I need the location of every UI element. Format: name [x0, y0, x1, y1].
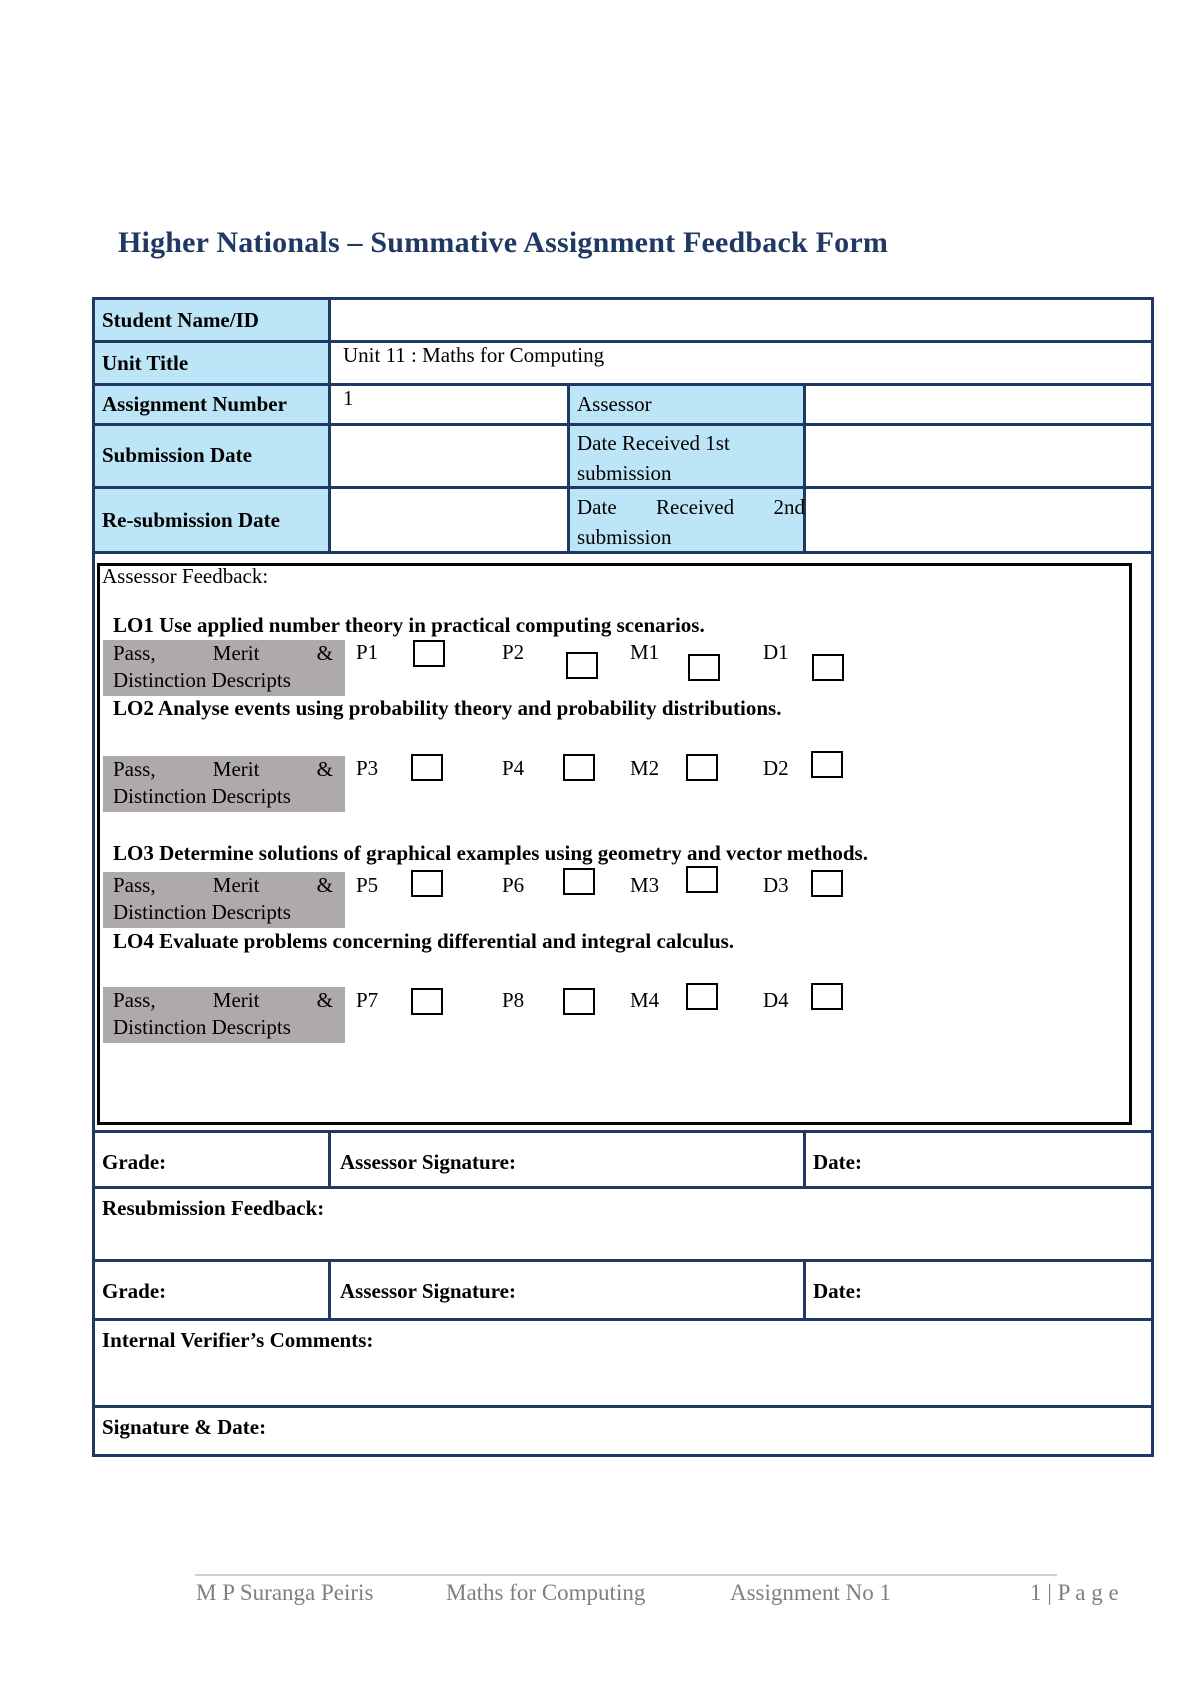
table-border-right	[1151, 297, 1154, 1457]
date-label: Date:	[813, 1279, 862, 1303]
grade-label: Grade:	[102, 1279, 167, 1303]
assessor-signature-label: Assessor Signature:	[340, 1279, 516, 1303]
criterion-checkbox[interactable]	[688, 654, 720, 681]
criterion-label: M4	[630, 988, 660, 1012]
criterion-checkbox[interactable]	[811, 983, 843, 1010]
row-separator	[92, 340, 1154, 343]
resubmission-date-label: Re-submission Date	[102, 508, 280, 532]
column-separator	[328, 1259, 331, 1321]
row-separator	[92, 1318, 1154, 1321]
criterion-label: P2	[502, 640, 525, 664]
date-label: Date:	[813, 1150, 862, 1174]
criterion-label: P3	[356, 756, 379, 780]
student-name-label: Student Name/ID	[102, 308, 259, 332]
descriptor-box: Pass, Merit & Distinction Descripts	[103, 987, 345, 1043]
criterion-checkbox[interactable]	[411, 870, 443, 897]
lo4-title: LO4 Evaluate problems concerning differential and integral calculus.	[113, 929, 735, 953]
descriptor-box: Pass, Merit & Distinction Descripts	[103, 640, 345, 696]
column-separator	[803, 1130, 806, 1189]
criterion-checkbox[interactable]	[812, 654, 844, 681]
column-separator	[567, 383, 570, 554]
column-separator	[328, 1130, 331, 1189]
criterion-checkbox[interactable]	[686, 866, 718, 893]
descriptor-box: Pass, Merit & Distinction Descripts	[103, 756, 345, 812]
criterion-label: M2	[630, 756, 660, 780]
lo3-title: LO3 Determine solutions of graphical examples using geometry and vector methods.	[113, 841, 868, 865]
footer-author: M P Suranga Peiris	[196, 1580, 374, 1605]
column-separator	[803, 1259, 806, 1321]
criterion-label: P4	[502, 756, 525, 780]
row-separator	[92, 1405, 1154, 1408]
criterion-checkbox[interactable]	[563, 754, 595, 781]
date-received-1st-label: Date Received 1st submission	[577, 431, 730, 485]
table-border-top	[92, 297, 1154, 300]
criterion-label: P1	[356, 640, 379, 664]
row-separator	[92, 383, 1154, 386]
unit-title-label: Unit Title	[102, 351, 189, 375]
criterion-checkbox[interactable]	[411, 988, 443, 1015]
descriptor-box: Pass, Merit & Distinction Descripts	[103, 872, 345, 928]
assessor-feedback-label: Assessor Feedback:	[102, 564, 269, 588]
criterion-label: P5	[356, 873, 379, 897]
criterion-checkbox[interactable]	[563, 868, 595, 895]
assignment-number-field[interactable]: 1	[343, 386, 354, 410]
row-separator	[92, 1130, 1154, 1133]
submission-date-label: Submission Date	[102, 443, 252, 467]
criterion-label: D1	[763, 640, 789, 664]
resubmission-feedback-label: Resubmission Feedback:	[102, 1196, 325, 1220]
lo2-title: LO2 Analyse events using probability theory and probability distributions.	[113, 696, 782, 720]
criterion-label: M1	[630, 640, 660, 664]
date-received-2nd-label: Date Received 2nd submission	[577, 495, 805, 549]
footer-page-number: 1 | P a g e	[1030, 1580, 1119, 1605]
criterion-label: P7	[356, 988, 379, 1012]
criterion-checkbox[interactable]	[411, 754, 443, 781]
assignment-number-label: Assignment Number	[102, 392, 287, 416]
row-separator	[92, 1259, 1154, 1262]
table-border-left	[92, 297, 95, 1457]
criterion-label: D4	[763, 988, 789, 1012]
signature-date-label: Signature & Date:	[102, 1415, 267, 1439]
assessor-signature-label: Assessor Signature:	[340, 1150, 516, 1174]
criterion-checkbox[interactable]	[566, 652, 598, 679]
unit-title-field[interactable]: Unit 11 : Maths for Computing	[343, 343, 605, 367]
footer-assignment: Assignment No 1	[730, 1580, 891, 1605]
table-border-bottom	[92, 1454, 1154, 1457]
criterion-label: M3	[630, 873, 660, 897]
column-separator	[328, 297, 331, 554]
criterion-label: P6	[502, 873, 525, 897]
internal-verifier-comments-label: Internal Verifier’s Comments:	[102, 1328, 374, 1352]
grade-label: Grade:	[102, 1150, 167, 1174]
criterion-checkbox[interactable]	[686, 754, 718, 781]
criterion-checkbox[interactable]	[686, 983, 718, 1010]
criterion-checkbox[interactable]	[563, 988, 595, 1015]
footer-module: Maths for Computing	[446, 1580, 646, 1605]
row-separator	[92, 423, 1154, 426]
assessor-label: Assessor	[577, 392, 652, 416]
criterion-label: D3	[763, 873, 789, 897]
criterion-checkbox[interactable]	[413, 640, 445, 667]
page-title: Higher Nationals – Summative Assignment Feedback Form	[118, 226, 889, 259]
criterion-checkbox[interactable]	[811, 870, 843, 897]
footer-rule	[195, 1574, 1057, 1576]
lo1-title: LO1 Use applied number theory in practical computing scenarios.	[113, 613, 705, 637]
criterion-checkbox[interactable]	[811, 751, 843, 778]
row-separator	[92, 1186, 1154, 1189]
criterion-label: P8	[502, 988, 525, 1012]
criterion-label: D2	[763, 756, 789, 780]
